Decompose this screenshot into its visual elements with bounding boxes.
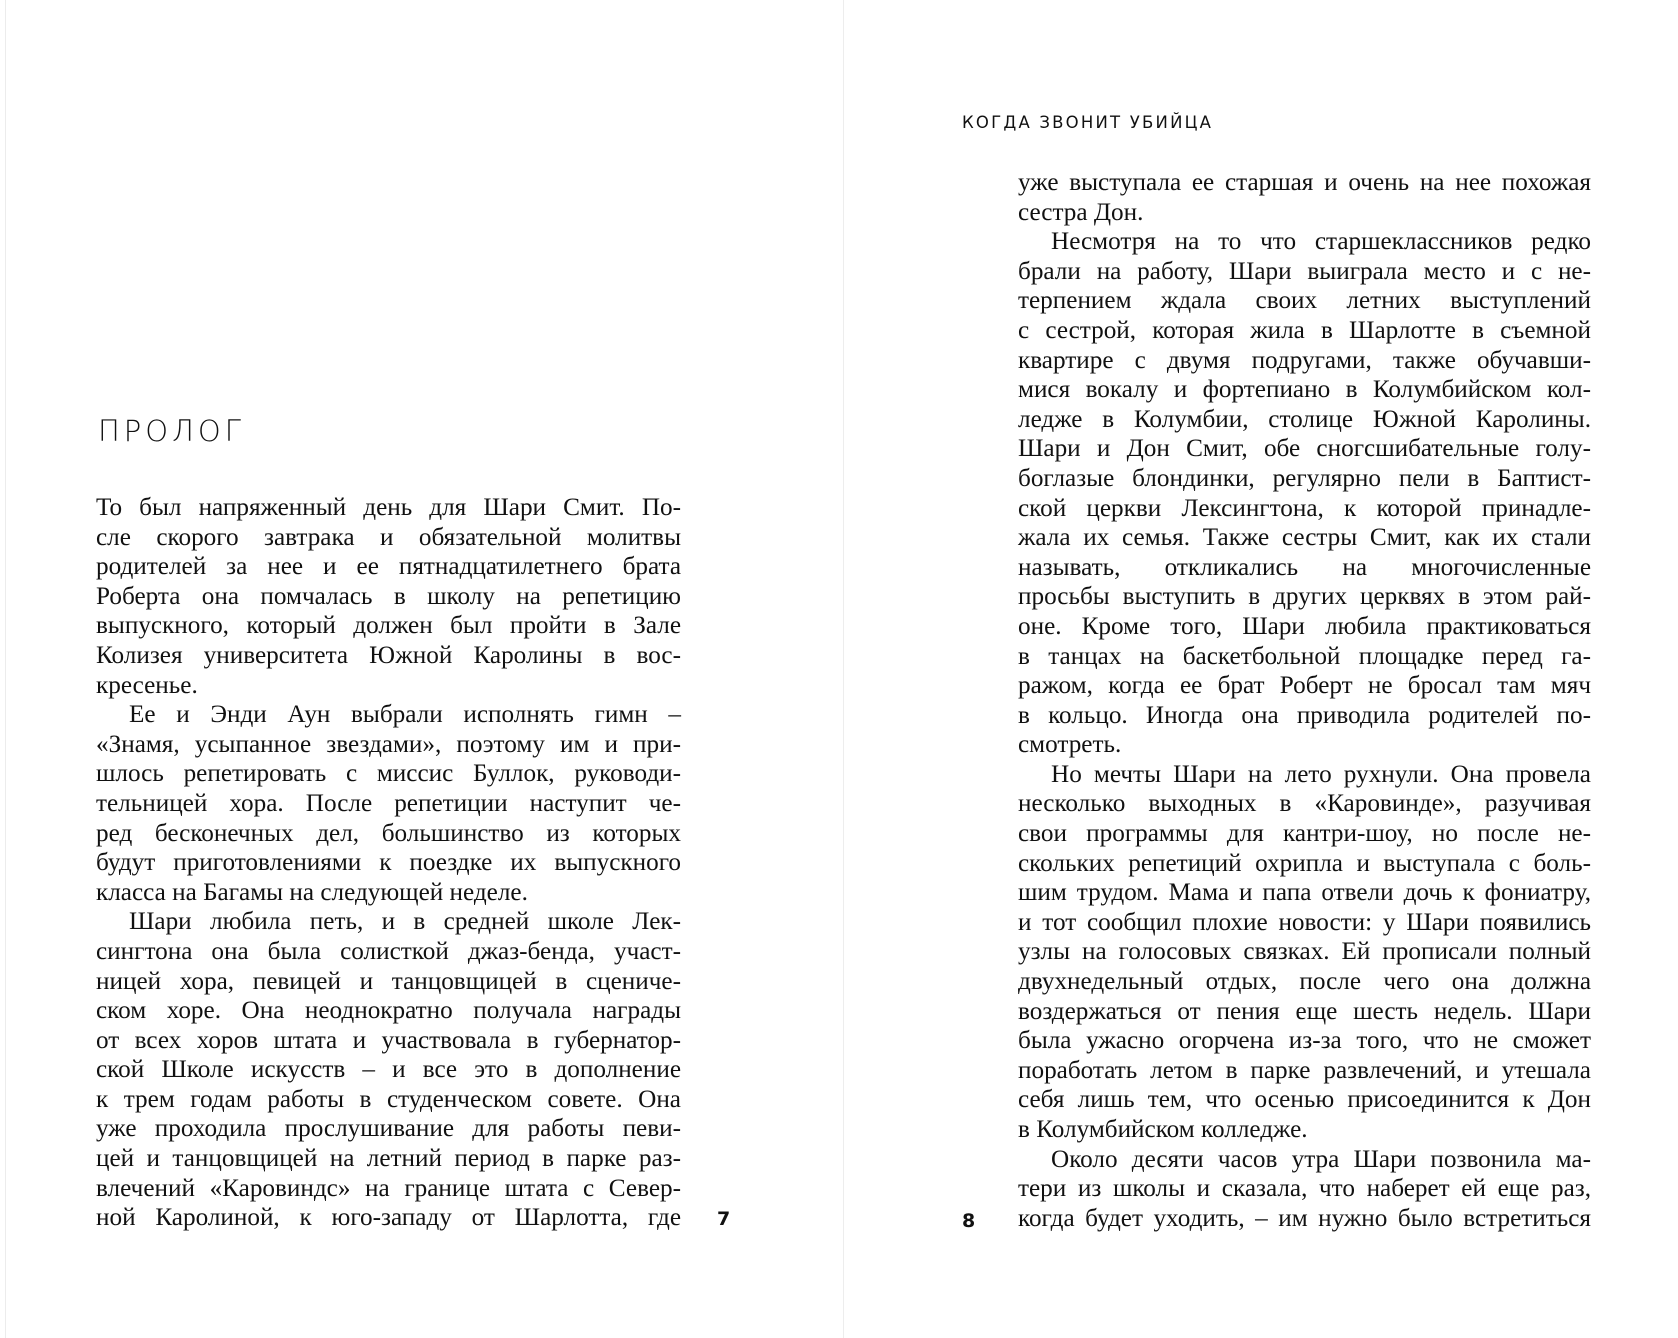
text-line: с сестрой, которая жила в Шарлотте в съемной xyxy=(1018,316,1591,344)
text-line: ской Школе искусств – и все это в дополнение xyxy=(96,1056,681,1084)
text-line: сле скорого завтрака и обязательной молитвы xyxy=(96,523,681,551)
text-line: сестра Дон. xyxy=(1018,198,1144,226)
text-line: и тот сообщил плохие новости: у Шари появились xyxy=(1018,908,1591,936)
right-page-body xyxy=(1018,168,1591,1233)
running-head: КОГДА ЗВОНИТ УБИЙЦА xyxy=(962,113,1214,132)
text-line: квартире с двумя подругами, также обучавши- xyxy=(1018,346,1591,374)
text-line: поработать летом в парке развлечений, и утешала xyxy=(1018,1056,1591,1084)
text-line: была ужасно огорчена из-за того, что не сможет xyxy=(1018,1027,1591,1055)
text-line: шлось репетировать с миссис Буллок, руководи- xyxy=(96,760,681,788)
text-line: скольких репетиций охрипла и выступала с боль- xyxy=(1018,849,1591,877)
text-line: класса на Багамы на следующей неделе. xyxy=(96,878,528,906)
text-line: влечений «Каровиндс» на границе штата с Север- xyxy=(96,1174,681,1202)
text-line: То был напряженный день для Шари Смит. По- xyxy=(96,494,681,521)
text-line: в танцах на баскетбольной площадке перед га- xyxy=(1018,642,1591,670)
text-line: будут приготовлениями к поездке их выпускного xyxy=(96,849,681,877)
text-line: выпускного, который должен был пройти в Зале xyxy=(96,612,681,640)
text-line: боглазые блондинки, регулярно пели в Баптист- xyxy=(1018,464,1591,492)
text-line: ледже в Колумбии, столице Южной Каролины. xyxy=(1018,405,1591,433)
text-line: двухнедельный отдых, после чего она должна xyxy=(1018,968,1591,996)
text-line: Шари любила петь, и в средней школе Лек- xyxy=(129,908,681,936)
text-line: Но мечты Шари на лето рухнули. Она провела xyxy=(1051,760,1591,788)
text-line: ражом, когда ее брат Роберт не бросал там мяч xyxy=(1018,672,1591,700)
text-line: шим трудом. Мама и папа отвели дочь к фониатру, xyxy=(1018,879,1591,907)
page-number: 7 xyxy=(717,1208,731,1230)
text-line: жала их семья. Также сестры Смит, как их стали xyxy=(1018,524,1591,552)
text-line: смотреть. xyxy=(1018,731,1122,759)
text-line: ной Каролиной, к юго-западу от Шарлотта, где xyxy=(96,1204,681,1232)
text-line: в кольцо. Иногда она приводила родителей по- xyxy=(1018,701,1591,729)
text-line: от всех хоров штата и участвовала в губернатор- xyxy=(96,1026,681,1054)
left-page xyxy=(6,0,843,1338)
left-page-body xyxy=(96,493,681,1233)
text-line: брали на работу, Шари выиграла место и с не- xyxy=(1018,257,1591,285)
text-line: терпением ждала своих летних выступлений xyxy=(1018,287,1591,315)
text-line: несколько выходных в «Каровинде», разучивая xyxy=(1018,790,1591,818)
text-line: просьбы выступить в других церквях в этом рай- xyxy=(1018,583,1591,611)
right-page xyxy=(844,0,1678,1338)
text-line: Несмотря на то что старшеклассников редко xyxy=(1051,228,1591,256)
text-line: ред бесконечных дел, большинство из которых xyxy=(96,819,681,847)
text-line: ницей хора, певицей и танцовщицей в сцениче- xyxy=(96,967,681,995)
text-line: тельницей хора. После репетиции наступит че- xyxy=(96,789,681,817)
text-line: уже выступала ее старшая и очень на нее похожая xyxy=(1018,169,1591,196)
text-line: к трем годам работы в студенческом совете. Она xyxy=(96,1085,681,1113)
text-line: Около десяти часов утра Шари позвонила ма- xyxy=(1051,1145,1591,1173)
text-line: цей и танцовщицей на летний период в парке раз- xyxy=(96,1145,681,1173)
text-line: мися вокалу и фортепиано в Колумбийском кол- xyxy=(1018,376,1591,404)
chapter-title: ПРОЛОГ xyxy=(98,414,245,448)
text-line: оне. Кроме того, Шари любила практиковаться xyxy=(1018,612,1591,640)
text-line: свои программы для кантри-шоу, но после не- xyxy=(1018,820,1591,848)
text-line: Колизея университета Южной Каролины в вос- xyxy=(96,641,681,669)
text-line: воздержаться от пения еще шесть недель. Шари xyxy=(1018,997,1591,1025)
text-line: сингтона она была солисткой джаз-бенда, участ- xyxy=(96,937,681,965)
text-line: кресенье. xyxy=(96,671,198,699)
text-line: Ее и Энди Аун выбрали исполнять гимн – xyxy=(129,701,681,729)
text-line: в Колумбийском колледже. xyxy=(1018,1116,1308,1143)
page-number: 8 xyxy=(962,1210,976,1232)
text-line: родителей за нее и ее пятнадцатилетнего брата xyxy=(96,553,681,581)
text-line: узлы на голосовых связках. Ей прописали полный xyxy=(1018,938,1591,966)
text-line: Роберта она помчалась в школу на репетицию xyxy=(96,582,681,610)
text-line: тери из школы и сказала, что наберет ей еще раз, xyxy=(1018,1175,1591,1203)
text-line: Шари и Дон Смит, обе сногсшибательные голу- xyxy=(1018,435,1591,463)
text-line: когда будет уходить, – им нужно было встретиться xyxy=(1018,1204,1591,1232)
text-line: уже проходила прослушивание для работы певи- xyxy=(96,1115,681,1143)
text-line: называть, откликались на многочисленные xyxy=(1018,553,1591,581)
text-line: ском хоре. Она неоднократно получала награды xyxy=(96,997,681,1025)
text-line: себя лишь тем, что осенью присоединится к Дон xyxy=(1018,1086,1591,1114)
text-line: ской церкви Лексингтона, к которой принадле- xyxy=(1018,494,1591,522)
text-line: «Знамя, усыпанное звездами», поэтому им и при- xyxy=(96,730,681,758)
